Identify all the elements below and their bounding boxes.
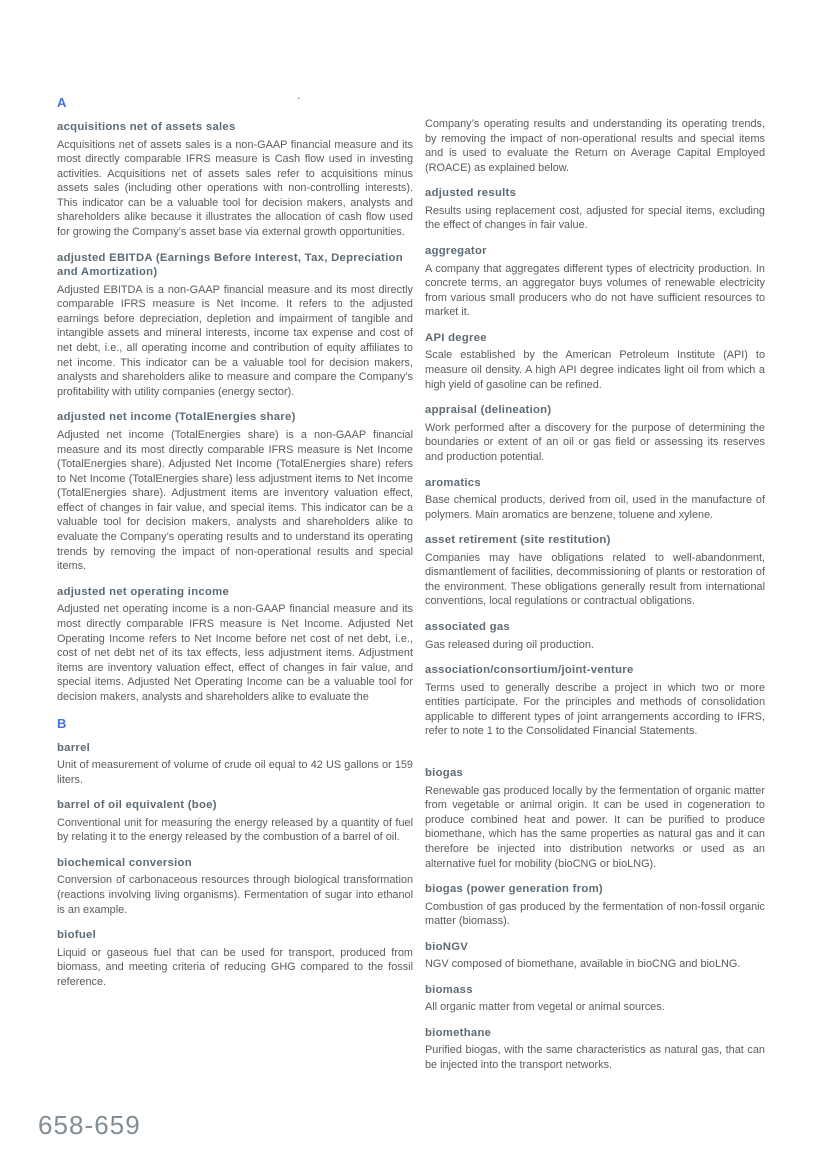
glossary-term: bioNGV xyxy=(425,940,469,953)
glossary-term: asset retirement (site restitution) xyxy=(425,534,611,547)
glossary-term: biogas (power generation from) xyxy=(425,883,603,896)
glossary-term: adjusted EBITDA (Earnings Before Interest, Tax, Depreciation and Amortization) xyxy=(57,251,403,279)
glossary-definition: Adjusted net operating income is a non-GAAP financial measure and its most directly comparable IFRS measure is Net Income. Adjusted Net Operating Income refers to Net Income before net cost of net debt, i.e., cost of net debt net of its tax effects, less adjustment items. Adjustment items are inventory valuation effect, effect of changes in fair value, and special items. Adjusted Net Operating Income can be a valuable tool for decision makers, analysts and shareholders alike to evaluate the xyxy=(57,603,413,703)
glossary-term: barrel of oil equivalent (boe) xyxy=(57,799,217,812)
glossary-entry-adjusted-ebitda-earnings-before-interest-tax-depreciation-and-amortization xyxy=(57,251,413,400)
glossary-term: biomass xyxy=(425,983,473,996)
glossary-definition: Base chemical products, derived from oil, used in the manufacture of polymers. Main aromatics are benzene, toluene and xylene. xyxy=(425,494,765,521)
glossary-entry-biomethane xyxy=(425,1026,765,1073)
glossary-column-right xyxy=(425,92,765,1084)
glossary-definition: Purified biogas, with the same characteristics as natural gas, that can be injected into the transport networks. xyxy=(425,1044,765,1072)
glossary-definition: Results using replacement cost, adjusted for special items, excluding the effect of changes in fair value. xyxy=(425,204,765,232)
glossary-term: appraisal (delineation) xyxy=(425,404,552,417)
glossary-term: adjusted net income (TotalEnergies share) xyxy=(57,411,296,424)
glossary-definition: A company that aggregates different types of electricity production. In concrete terms, an aggregator buys volumes of renewable electricity from various small producers who do not have sufficient resources to market it. xyxy=(425,262,765,319)
glossary-term: aromatics xyxy=(425,476,481,489)
glossary-definition: Adjusted net income (TotalEnergies share) is a non-GAAP financial measure and its most directly comparable IFRS measure is Net Income (TotalEnergies share). Adjusted Net Income (TotalEnergies share) refers to Net Income (TotalEnergies share) less adjustment items to Net Income (TotalEnergies share). Adjustment items are inventory valuation effect, effect of changes in fair value, and special items. This indicator can be a valuable tool for decision makers, analysts and shareholders alike to evaluate the Company’s operating results and to understand its operating trends by removing the impact of non-operational results and special items. xyxy=(57,428,413,573)
glossary-entry-biogas xyxy=(425,766,765,871)
letter-index-a: A xyxy=(57,95,68,110)
glossary-term: adjusted results xyxy=(425,187,517,200)
glossary-entry-asset-retirement-site-restitution xyxy=(425,533,765,609)
glossary-entry-appraisal-delineation xyxy=(425,403,765,464)
glossary-entry-adjusted-net-income-totalenergies-share xyxy=(57,410,413,573)
glossary-definition: NGV composed of biomethane, available in bioCNG and bioLNG. xyxy=(425,958,741,971)
glossary-term: aggregator xyxy=(425,245,487,258)
glossary-term: API degree xyxy=(425,331,487,344)
page-number: 658-659 xyxy=(38,1110,141,1140)
glossary-definition: Liquid or gaseous fuel that can be used for transport, produced from biomass, and meeting criteria of reducing GHG compared to the fossil reference. xyxy=(57,946,413,988)
glossary-definition: Gas released during oil production. xyxy=(425,638,594,651)
glossary-term: biomethane xyxy=(425,1026,492,1039)
letter-index-b: B xyxy=(57,715,68,731)
glossary-entry-biogas-power-generation-from xyxy=(425,882,765,929)
glossary-definition: Adjusted EBITDA is a non-GAAP financial measure and its most directly comparable IFRS measure is Net Income. It refers to the adjusted earnings before depreciation, depletion and impairment of tangible and intangible assets and mineral interests, income tax expense and cost of net debt, i.e., all operating income and contribution of equity affiliates to net income. This indicator can be a valuable tool for decision makers, analysts and shareholders alike to measure and compare the Company’s profitability with utility companies (energy sector). xyxy=(57,283,413,398)
glossary-entry-acquisitions-net-of-assets-sales xyxy=(57,120,413,240)
glossary-term: biogas xyxy=(425,767,464,780)
glossary-definition: Terms used to generally describe a project in which two or more entities participate. For the principles and methods of consolidation applicable to different types of joint arrangements according to IFRS, refer to note 1 to the Consolidated Financial Statements. xyxy=(425,681,765,738)
glossary-definition: Work performed after a discovery for the purpose of determining the boundaries or extent of an oil or gas field or assessing its reserves and production potential. xyxy=(425,421,765,463)
glossary-column-left xyxy=(57,92,413,1084)
glossary-entry-adjusted-net-operating-income xyxy=(57,585,413,705)
glossary-entry-biomass xyxy=(425,983,765,1015)
glossary-entry-barrel xyxy=(57,741,413,788)
glossary-entry-aggregator xyxy=(425,244,765,320)
glossary-term: adjusted net operating income xyxy=(57,585,230,598)
glossary-entry-biochemical-conversion xyxy=(57,856,413,917)
glossary-term: association/consortium/joint-venture xyxy=(425,664,634,677)
glossary-entry-biofuel xyxy=(57,928,413,989)
glossary-definition: Unit of measurement of volume of crude oil equal to 42 US gallons or 159 liters. xyxy=(57,759,413,786)
glossary-entry-barrel-of-oil-equivalent-boe xyxy=(57,798,413,845)
glossary-definition: Companies may have obligations related to well-abandonment, dismantlement of facilities, decommissioning of plants or restoration of the environment. These obligations generally result from international conventions, local regulations or contractual obligations. xyxy=(425,551,765,608)
glossary-entry-association-consortium-joint-venture xyxy=(425,663,765,739)
glossary-term: associated gas xyxy=(425,621,510,634)
glossary-definition: Conventional unit for measuring the energy released by a quantity of fuel by relating it to the energy released by the combustion of a barrel of oil. xyxy=(57,816,413,844)
glossary-entry-continuation xyxy=(425,117,765,175)
glossary-entry-associated-gas xyxy=(425,620,765,652)
stray-dot: . xyxy=(297,88,301,102)
glossary-definition: Conversion of carbonaceous resources through biological transformation (reactions involving living organisms). Fermentation of sugar into ethanol is an example. xyxy=(57,874,413,916)
glossary-entry-adjusted-results xyxy=(425,186,765,233)
glossary-definition: Combustion of gas produced by the fermentation of non-fossil organic matter (biomass). xyxy=(425,900,765,928)
glossary-term: biochemical conversion xyxy=(57,856,192,869)
glossary-definition: Company’s operating results and understanding its operating trends, by removing the impact of non-operational results and special items and is used to evaluate the Return on Average Capital Employed (ROACE) as explained below. xyxy=(425,118,765,174)
glossary-entry-aromatics xyxy=(425,476,765,523)
glossary-term: barrel xyxy=(57,741,91,754)
glossary-definition: Scale established by the American Petroleum Institute (API) to measure oil density. A high API degree indicates light oil from which a high yield of gasoline can be refined. xyxy=(425,349,765,391)
glossary-definition: Renewable gas produced locally by the fermentation of organic matter from vegetable or animal origin. It can be used in cogeneration to produce combined heat and power. It can be purified to produce biomethane, which has the same properties as natural gas and it can therefore be injected into distribution networks or used as an alternative fuel for mobility (bioCNG or bioLNG). xyxy=(425,784,765,870)
glossary-term: acquisitions net of assets sales xyxy=(57,121,236,133)
glossary-entry-api-degree xyxy=(425,331,765,392)
glossary-columns xyxy=(57,92,765,1084)
glossary-definition: Acquisitions net of assets sales is a non-GAAP financial measure and its most directly comparable IFRS measure is Cash flow used in investing activities. Acquisitions net of assets sales refer to acquisitions minus assets sales (including other operations with non-controlling interests). This indicator can be a valuable tool for decision makers, analysts and shareholders alike because it illustrates the allocation of cash flow used for growing the Company’s asset base via external growth opportunities. xyxy=(57,138,413,239)
glossary-definition: All organic matter from vegetal or animal sources. xyxy=(425,1001,665,1014)
glossary-term: biofuel xyxy=(57,929,97,942)
glossary-entry-biongv xyxy=(425,940,765,972)
